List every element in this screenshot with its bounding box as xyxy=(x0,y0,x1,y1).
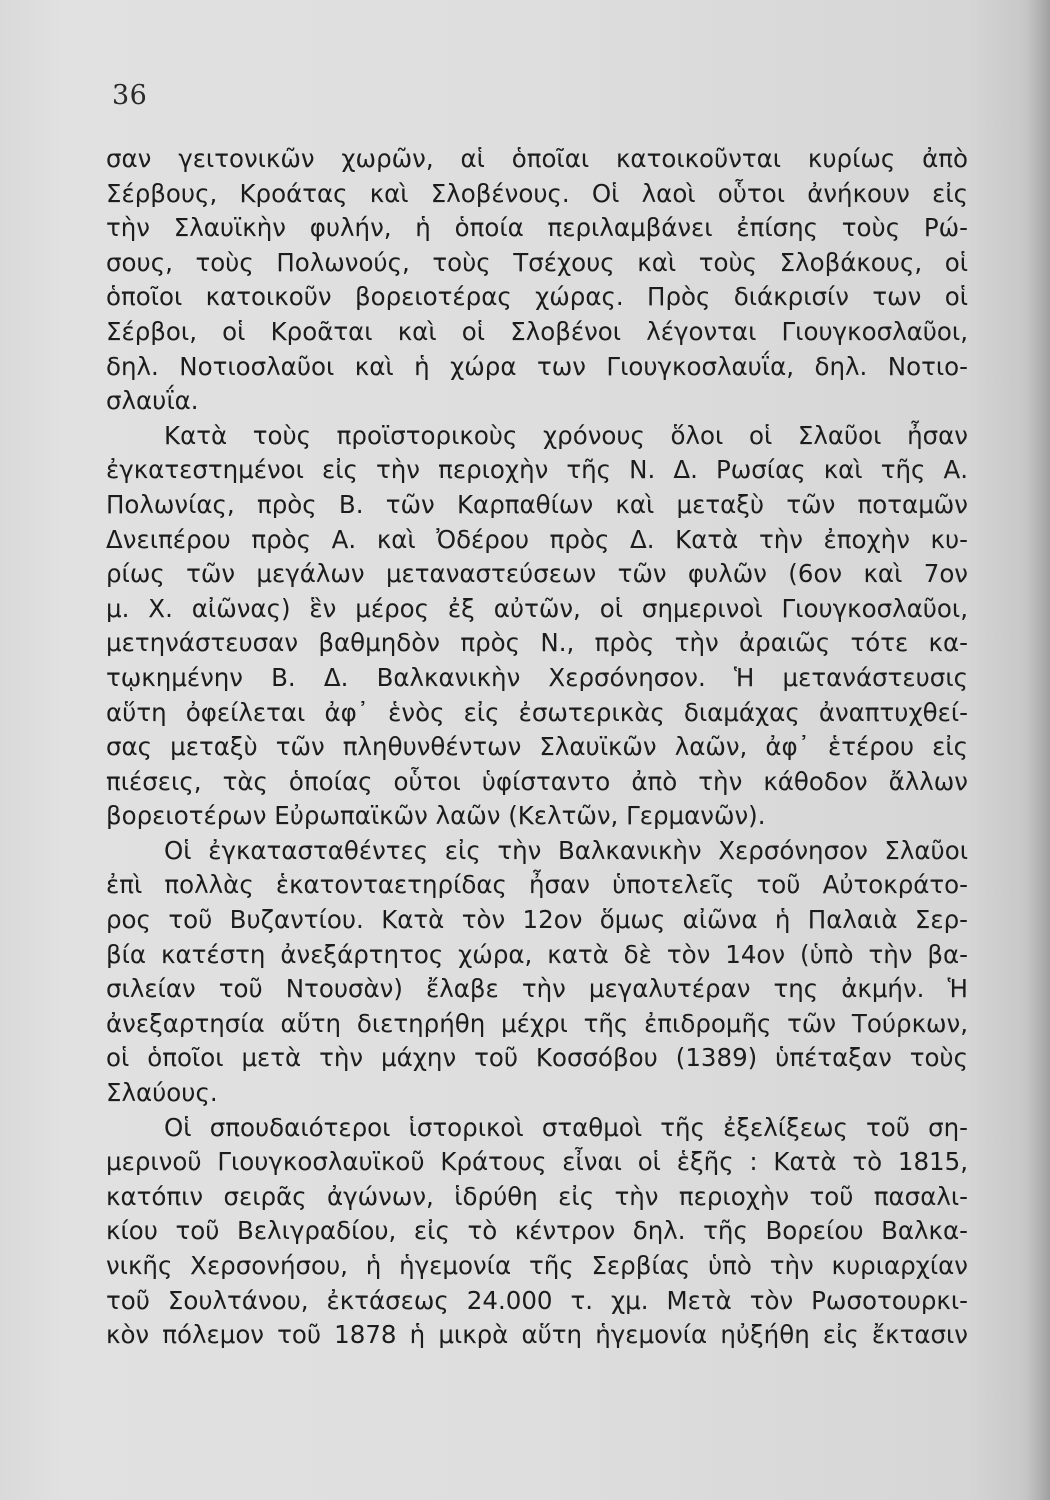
text-line: Σλαύους. xyxy=(106,1078,218,1108)
text-line: μερινοῦ Γιουγκοσλαυϊκοῦ Κράτους εἶναι οἱ ἑξῆς : Κατὰ τὸ 1815, xyxy=(106,1147,968,1177)
paragraph-1 xyxy=(106,142,968,419)
text-line: σας μεταξὺ τῶν πληθυνθέντων Σλαυϊκῶν λαῶν, ἀφ᾿ ἑτέρου εἰς xyxy=(106,732,968,762)
page-number: 36 xyxy=(112,80,148,111)
paragraph-4 xyxy=(106,1111,968,1353)
text-line: κὸν πόλεμον τοῦ 1878 ἡ μικρὰ αὕτη ἡγεμονία ηὐξήθη εἰς ἔκτασιν xyxy=(106,1320,968,1350)
text-line: ρίως τῶν μεγάλων μεταναστεύσεων τῶν φυλῶν (6ον καὶ 7ον xyxy=(106,559,968,589)
text-line: οἱ ὁποῖοι μετὰ τὴν μάχην τοῦ Κοσσόβου (1389) ὑπέταξαν τοὺς xyxy=(106,1043,968,1073)
text-line: Σέρβοι, οἱ Κροᾶται καὶ οἱ Σλοβένοι λέγονται Γιουγκοσλαῦοι, xyxy=(106,316,968,346)
text-line: τοῦ Σουλτάνου, ἐκτάσεως 24.000 τ. χμ. Μετὰ τὸν Ρωσοτουρκι- xyxy=(106,1285,968,1315)
text-line: ρος τοῦ Βυζαντίου. Κατὰ τὸν 12ον ὅμως αἰῶνα ἡ Παλαιὰ Σερ- xyxy=(106,905,968,935)
text-line: τὴν Σλαυϊκὴν φυλήν, ἡ ὁποία περιλαμβάνει ἐπίσης τοὺς Ρώ- xyxy=(106,213,968,243)
text-body xyxy=(106,142,968,1353)
text-line: κίου τοῦ Βελιγραδίου, εἰς τὸ κέντρον δηλ. τῆς Βορείου Βαλκα- xyxy=(106,1216,968,1246)
text-line: μ. Χ. αἰῶνας) ἓν μέρος ἐξ αὐτῶν, οἱ σημερινοὶ Γιουγκοσλαῦοι, xyxy=(106,593,968,623)
text-line: Οἱ ἐγκατασταθέντες εἰς τὴν Βαλκανικὴν Χερσόνησον Σλαῦοι xyxy=(164,835,968,865)
paragraph-3 xyxy=(106,834,968,1111)
text-line: σαν γειτονικῶν χωρῶν, αἱ ὁποῖαι κατοικοῦνται κυρίως ἀπὸ xyxy=(106,144,968,173)
text-line: κατόπιν σειρᾶς ἀγώνων, ἱδρύθη εἰς τὴν περιοχὴν τοῦ πασαλι- xyxy=(106,1181,968,1211)
text-line: ἐπὶ πολλὰς ἑκατονταετηρίδας ἦσαν ὑποτελεῖς τοῦ Αὐτοκράτο- xyxy=(106,870,968,900)
text-line: Οἱ σπουδαιότεροι ἱστορικοὶ σταθμοὶ τῆς ἐξελίξεως τοῦ ση- xyxy=(164,1112,968,1142)
text-line: Δνειπέρου πρὸς Α. καὶ Ὀδέρου πρὸς Δ. Κατὰ τὴν ἐποχὴν κυ- xyxy=(106,524,968,554)
text-line: ὁποῖοι κατοικοῦν βορειοτέρας χώρας. Πρὸς διάκρισίν των οἱ xyxy=(106,282,968,312)
text-line: σλαυΐα. xyxy=(106,386,199,416)
text-line: σους, τοὺς Πολωνούς, τοὺς Τσέχους καὶ τοὺς Σλοβάκους, οἱ xyxy=(106,247,968,277)
page-edge-shadow xyxy=(1026,0,1050,1500)
text-line: βία κατέστη ἀνεξάρτητος χώρα, κατὰ δὲ τὸν 14ον (ὑπὸ τὴν βα- xyxy=(106,939,968,969)
text-line: βορειοτέρων Εὐρωπαϊκῶν λαῶν (Κελτῶν, Γερμανῶν). xyxy=(106,801,766,831)
text-line: δηλ. Νοτιοσλαῦοι καὶ ἡ χώρα των Γιουγκοσλαυΐα, δηλ. Νοτιο- xyxy=(106,351,968,381)
text-line: Σέρβους, Κροάτας καὶ Σλοβένους. Οἱ λαοὶ οὗτοι ἀνήκουν εἰς xyxy=(106,178,968,208)
text-line: αὕτη ὀφείλεται ἀφ᾿ ἑνὸς εἰς ἐσωτερικὰς διαμάχας ἀναπτυχθεί- xyxy=(106,697,968,727)
text-line: τῳκημένην Β. Δ. Βαλκανικὴν Χερσόνησον. Ἡ μετανάστευσις xyxy=(106,662,968,692)
text-line: νικῆς Χερσονήσου, ἡ ἡγεμονία τῆς Σερβίας ὑπὸ τὴν κυριαρχίαν xyxy=(106,1251,968,1280)
text-line: ἐγκατεστημένοι εἰς τὴν περιοχὴν τῆς Ν. Δ. Ρωσίας καὶ τῆς Α. xyxy=(106,455,968,485)
text-line: Πολωνίας, πρὸς Β. τῶν Καρπαθίων καὶ μεταξὺ τῶν ποταμῶν xyxy=(106,489,968,519)
paragraph-2 xyxy=(106,419,968,834)
text-line: ἀνεξαρτησία αὕτη διετηρήθη μέχρι τῆς ἐπιδρομῆς τῶν Τούρκων, xyxy=(106,1008,968,1038)
text-line: Κατὰ τοὺς προϊστορικοὺς χρόνους ὅλοι οἱ Σλαῦοι ἦσαν xyxy=(164,420,968,450)
text-line: μετηνάστευσαν βαθμηδὸν πρὸς Ν., πρὸς τὴν ἀραιῶς τότε κα- xyxy=(106,628,968,658)
text-line: σιλείαν τοῦ Ντουσὰν) ἔλαβε τὴν μεγαλυτέραν της ἀκμήν. Ἡ xyxy=(106,974,968,1004)
text-line: πιέσεις, τὰς ὁποίας οὗτοι ὑφίσταντο ἀπὸ τὴν κάθοδον ἄλλων xyxy=(106,766,968,796)
